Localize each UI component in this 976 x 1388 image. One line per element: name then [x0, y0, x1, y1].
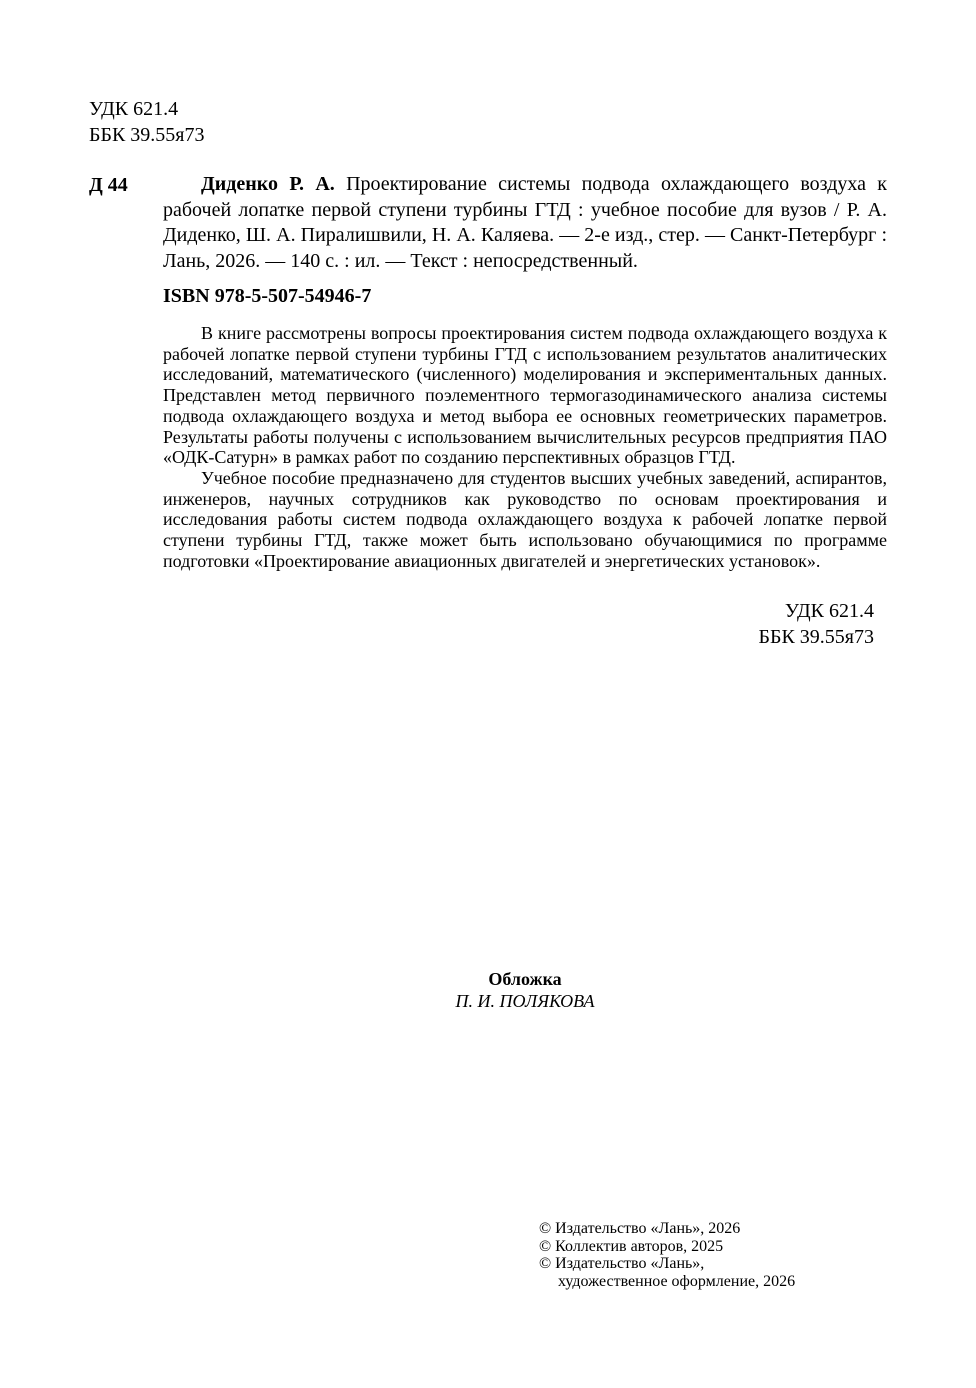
bibliographic-description: Проектирование системы подвода охлаждающего воздуха к рабочей лопатке первой ступени турбины ГТД : учебное пособие для вузов / Р. А. Диденко, Ш. А. Пиралишвили, Н. А. Каляева. — 2-е изд., стер. — Санкт-Петербург : Лань, 2026. — 140 с. : ил. — Текст : непосредственный. [163, 173, 887, 272]
bibliographic-entry [163, 172, 887, 274]
author-mark: Д 44 [89, 174, 128, 196]
udk-code-bottom: УДК 621.4 [784, 600, 874, 622]
isbn: ISBN 978-5-507-54946-7 [163, 285, 372, 307]
cover-label: Обложка [488, 969, 562, 989]
copyright-line: © Издательство «Лань», 2026 [539, 1220, 741, 1237]
copyright-line: © Издательство «Лань», [539, 1255, 705, 1272]
copyright-block [539, 1220, 795, 1290]
udk-code-top: УДК 621.4 [89, 98, 179, 120]
bbk-code-bottom: ББК 39.55я73 [758, 626, 874, 648]
annotation [163, 323, 887, 571]
bibliographic-author: Диденко Р. А. [201, 173, 335, 195]
classification-top [89, 96, 205, 148]
classification-bottom [700, 598, 874, 650]
copyright-line: художественное оформление, 2026 [558, 1272, 796, 1290]
annotation-paragraph: В книге рассмотрены вопросы проектирования систем подвода охлаждающего воздуха к рабочей лопатке первой ступени турбины ГТД с использованием результатов аналитических исследований, математического (численного) моделирования и экспериментальных данных. Представлен метод первичного поэлементного термогазодинамического анализа системы подвода охлаждающего воздуха и метод выбора ее основных геометрических параметров. Результаты работы получены с использованием вычислительных ресурсов предприятия ПАО «ОДК-Сатурн» в рамках работ по созданию перспективных образцов ГТД. [163, 323, 887, 468]
cover-designer: П. И. ПОЛЯКОВА [455, 991, 595, 1011]
copyright-line: © Коллектив авторов, 2025 [539, 1237, 724, 1255]
annotation-paragraph: Учебное пособие предназначено для студентов высших учебных заведений, аспирантов, инженеров, научных сотрудников как руководство по основам проектирования и исследования работы систем подвода охлаждающего воздуха к рабочей лопатке первой ступени турбины ГТД, также может быть использовано обучающимися по программе подготовки «Проектирование авиационных двигателей и энергетических установок». [163, 467, 887, 571]
cover-credit [325, 968, 725, 1012]
bbk-code-top: ББК 39.55я73 [89, 124, 205, 146]
